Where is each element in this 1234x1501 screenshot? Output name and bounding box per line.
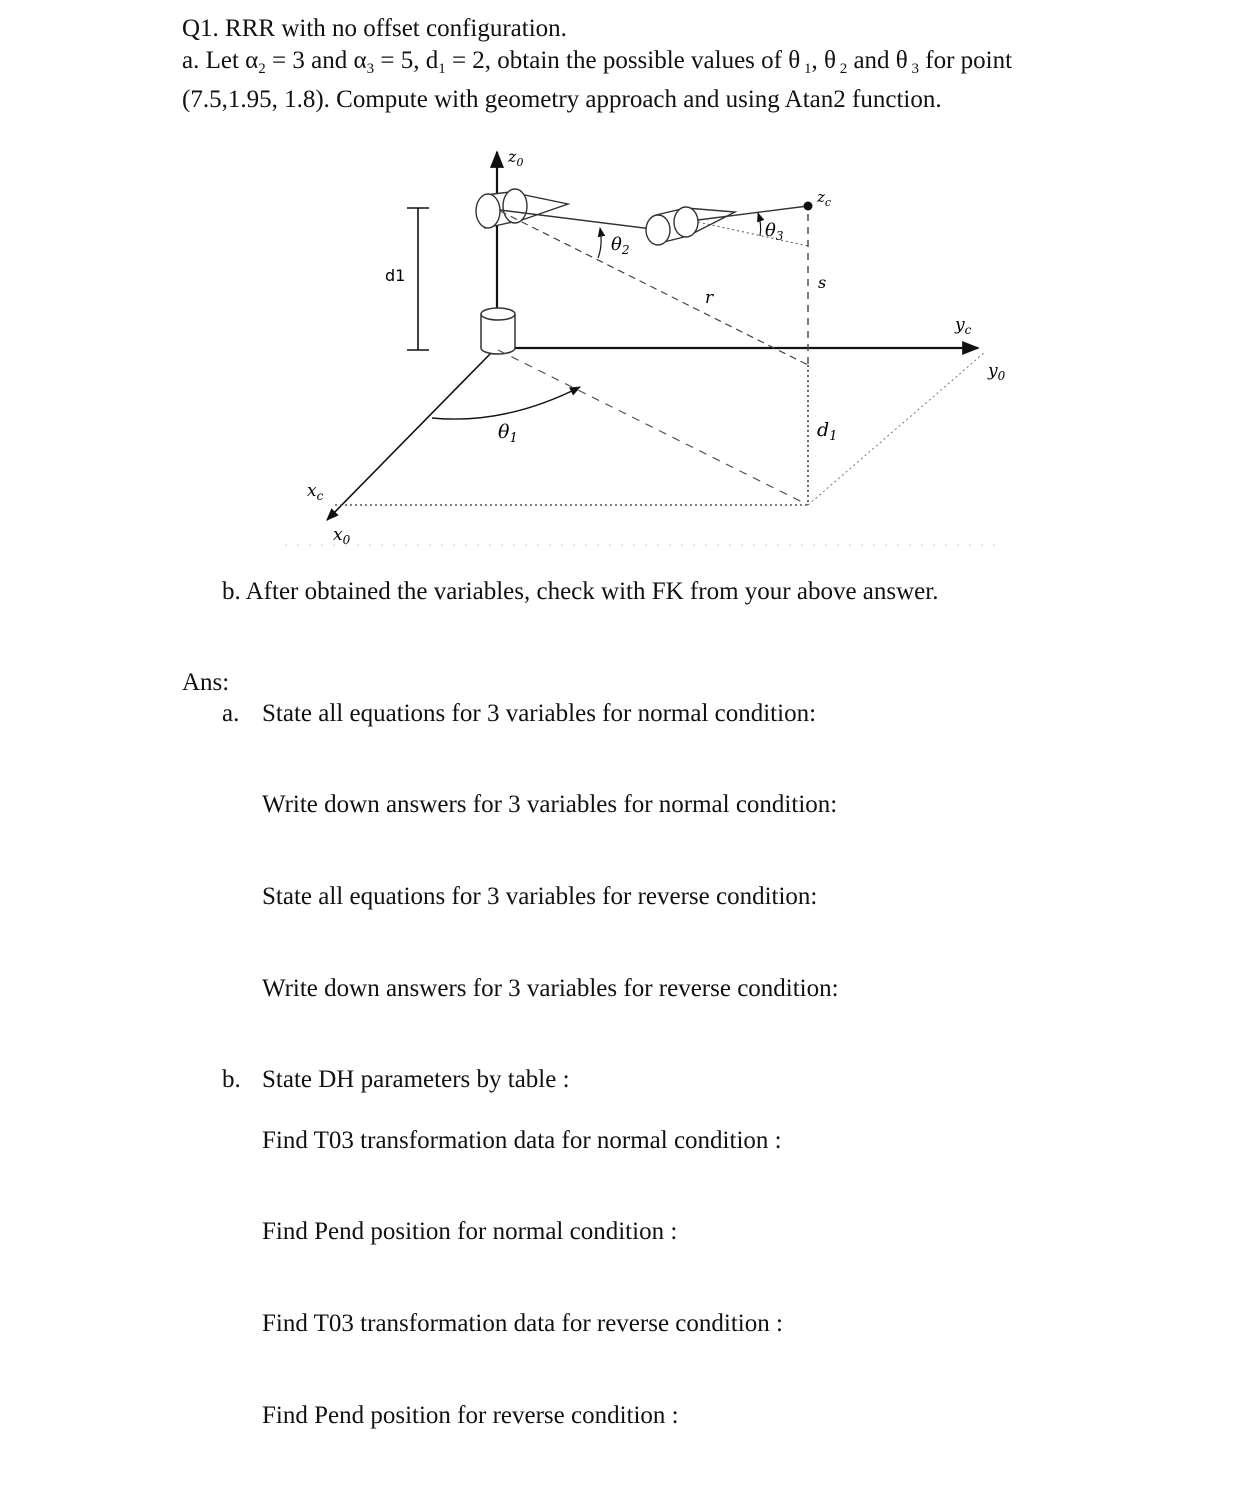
part-a-prefix: a. Let	[182, 47, 246, 74]
theta2-text: , θ	[811, 47, 836, 74]
alpha3-value: = 5, d	[374, 47, 439, 74]
answer-b4: Find T03 transformation data for reverse condition :	[262, 1310, 783, 1337]
answer-b1: State DH parameters by table :	[262, 1066, 570, 1093]
question-part-a-line2: (7.5,1.95, 1.8). Compute with geometry approach and using Atan2 function.	[182, 86, 942, 113]
question-title: Q1. RRR with no offset configuration.	[182, 15, 567, 42]
answer-a2: Write down answers for 3 variables for normal condition:	[262, 791, 838, 818]
r-label: r	[705, 288, 714, 308]
answer-a3: State all equations for 3 variables for reverse condition:	[262, 883, 818, 910]
end-effector-point	[804, 202, 813, 211]
answer-a1: State all equations for 3 variables for normal condition:	[262, 700, 817, 727]
x0-label: $x_0$	[333, 525, 351, 547]
y0-label: $y_0$	[988, 361, 1006, 383]
question-part-b: b. After obtained the variables, check with FK from your above answer.	[222, 578, 939, 605]
alpha-symbol-2: α	[353, 47, 367, 74]
d1-value: = 2, obtain the possible values of θ	[445, 47, 801, 74]
s-label: s	[818, 273, 827, 292]
theta3-subscript: 3	[907, 61, 920, 77]
alpha2-value: = 3 and	[265, 47, 354, 74]
answer-label: Ans:	[182, 669, 230, 696]
zc-label: $z_c$	[817, 188, 832, 209]
theta3-label: $\theta_3$	[765, 220, 784, 243]
alpha2-subscript: 2	[258, 61, 266, 77]
ground-projection-line	[498, 350, 808, 505]
question-part-a-line1	[182, 46, 1012, 76]
d1-subscript: 1	[438, 61, 446, 77]
theta3-arc	[758, 213, 761, 236]
robot-arm-diagram	[270, 140, 1030, 560]
yc-label: $y_c$	[955, 315, 972, 337]
answer-a-marker: a.	[222, 700, 240, 727]
answer-b2: Find T03 transformation data for normal condition :	[262, 1127, 782, 1154]
d1-dimension-bar	[407, 208, 429, 350]
x0-axis	[327, 352, 492, 520]
theta1-label: $\theta_1$	[498, 421, 518, 446]
theta2-subscript: 2	[835, 61, 848, 77]
xc-label: $x_c$	[307, 481, 324, 503]
theta2-arc	[598, 228, 601, 258]
alpha-symbol: α	[245, 47, 259, 74]
alpha3-subscript: 3	[366, 61, 375, 77]
answer-b3: Find Pend position for normal condition :	[262, 1218, 678, 1245]
answer-b-marker: b.	[222, 1066, 241, 1093]
theta2-label: $\theta_2$	[611, 234, 630, 257]
theta3-ref-line	[698, 222, 808, 246]
answer-a4: Write down answers for 3 variables for reverse condition:	[262, 975, 839, 1002]
z0-label: $z_0$	[508, 147, 524, 169]
theta1-subscript: 1	[800, 61, 812, 77]
answer-b5: Find Pend position for reverse condition :	[262, 1402, 679, 1429]
for-point-text: for point	[919, 47, 1013, 74]
base-cylinder	[481, 308, 515, 354]
elbow-joint	[646, 207, 735, 245]
d1-lower-label: $d_1$	[817, 419, 838, 444]
d1-upper-label: d1	[385, 266, 406, 285]
theta3-text: and θ	[847, 47, 908, 74]
theta1-arc	[432, 387, 580, 419]
